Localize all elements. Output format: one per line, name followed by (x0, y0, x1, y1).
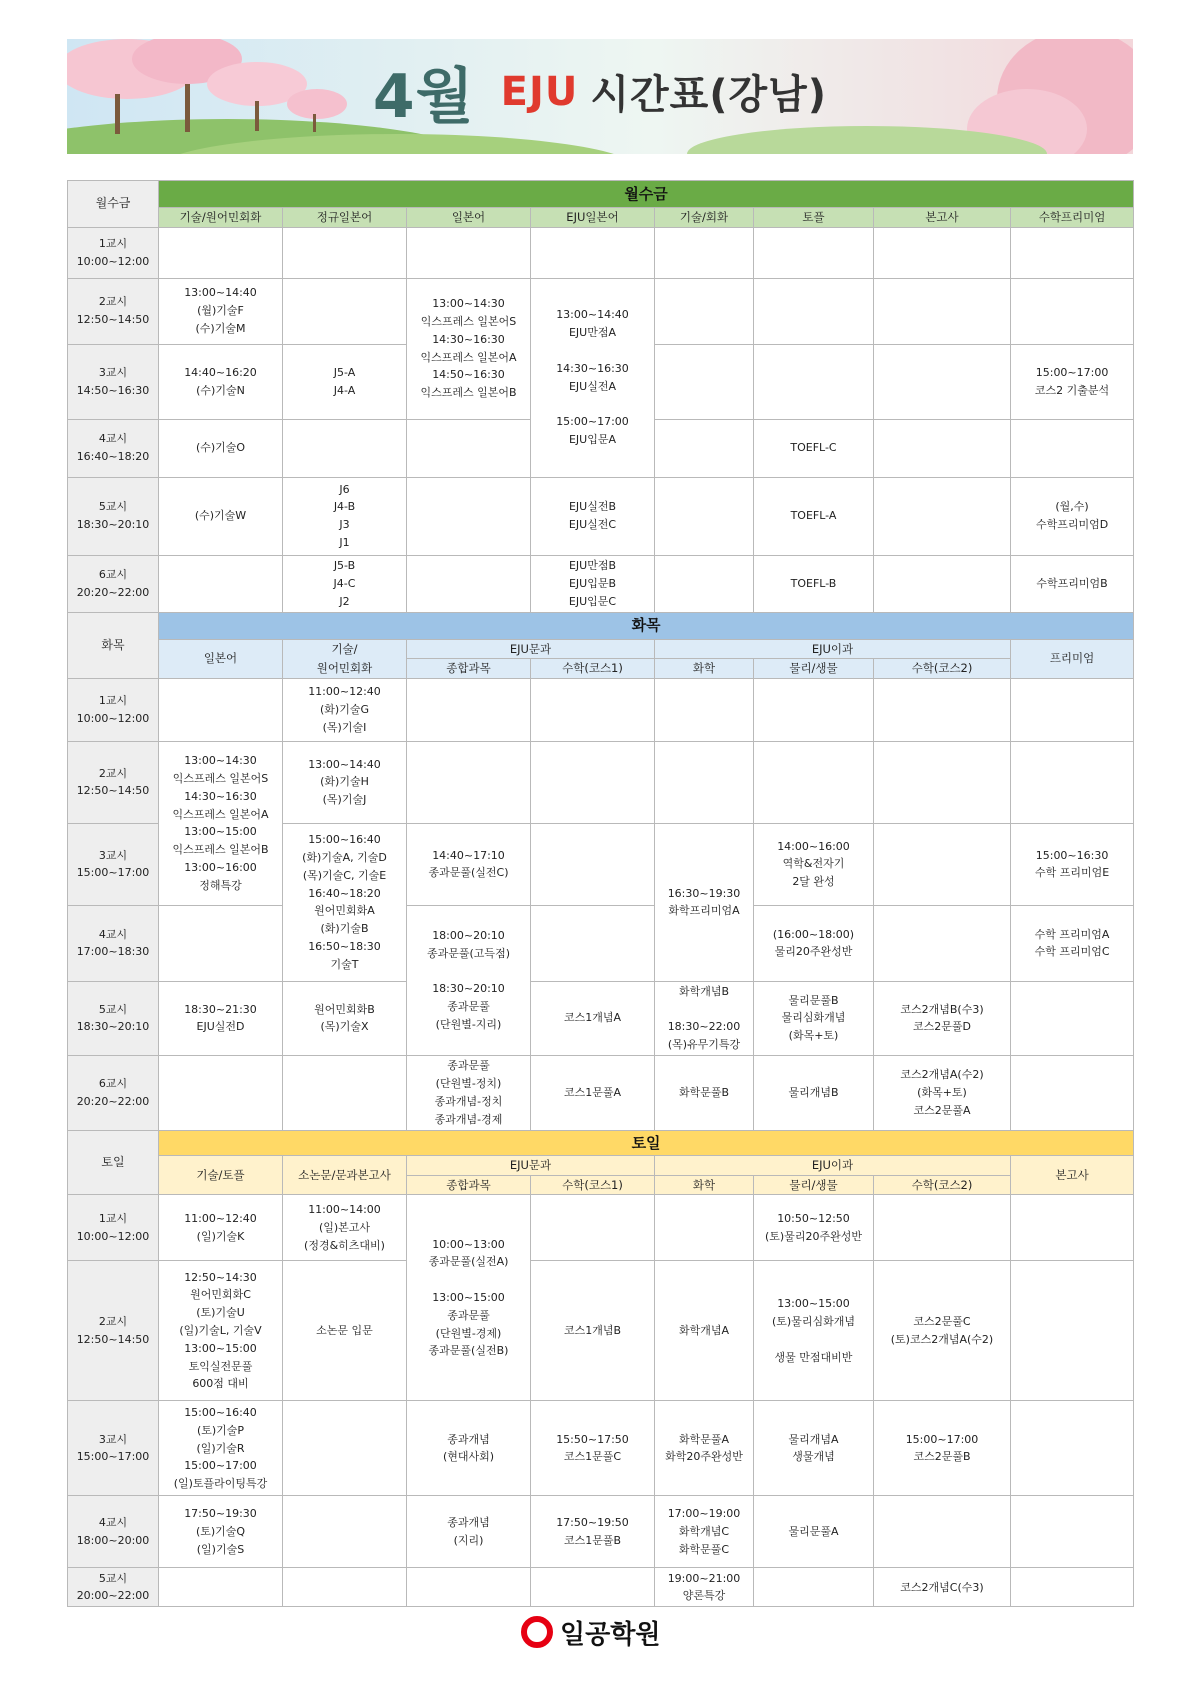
period-label: 2교시 12:50~14:50 (68, 278, 159, 344)
class-cell: TOEFL-A (754, 477, 874, 555)
tt-label: 화목 (68, 612, 159, 678)
class-cell: 10:50~12:50 (토)물리20주완성반 (754, 1195, 874, 1261)
class-cell (874, 419, 1011, 477)
col-header: 일본어 (159, 639, 283, 678)
class-cell: 15:00~17:00 코스2 기출분석 (1011, 344, 1134, 419)
period-label: 4교시 18:00~20:00 (68, 1496, 159, 1568)
class-cell (754, 227, 874, 278)
col-header: 수학(코스1) (531, 659, 655, 679)
class-cell (874, 555, 1011, 612)
class-cell: 19:00~21:00 양론특강 (655, 1568, 754, 1607)
class-cell: 14:40~16:20 (수)기술N (159, 344, 283, 419)
class-cell (531, 1195, 655, 1261)
col-header: 수학(코스1) (531, 1175, 655, 1195)
class-cell: 17:50~19:30 (토)기술Q (일)기술S (159, 1496, 283, 1568)
weekend-period-4 (68, 1496, 1134, 1568)
tt-period-2 (68, 741, 1134, 823)
class-cell: TOEFL-C (754, 419, 874, 477)
class-cell (754, 741, 874, 823)
class-cell: 물리개념B (754, 1055, 874, 1130)
class-cell: 12:50~14:30 원어민회화C (토)기술U (일)기술L, 기술V 13:00~15:00 토익실전문풀 600점 대비 (159, 1261, 283, 1401)
banner-title (67, 39, 1133, 144)
class-cell: 코스2개념A(수2) (화목+토) 코스2문풀A (874, 1055, 1011, 1130)
tt-band: 화목 (159, 612, 1134, 639)
class-cell: 종과개념 (현대사회) (407, 1401, 531, 1496)
class-cell (874, 741, 1011, 823)
period-label: 3교시 15:00~17:00 (68, 823, 159, 905)
col-header: 종합과목 (407, 659, 531, 679)
class-cell (283, 1496, 407, 1568)
class-cell: 화학개념B 18:30~22:00 (목)유무기특강 (655, 981, 754, 1055)
class-cell (874, 905, 1011, 981)
class-cell (874, 1195, 1011, 1261)
class-cell: 코스1개념B (531, 1261, 655, 1401)
class-cell: 13:00~15:00 (토)물리심화개념 생물 만점대비반 (754, 1261, 874, 1401)
period-label: 5교시 18:30~20:10 (68, 477, 159, 555)
academy-logo (520, 1612, 690, 1652)
col-header: 물리/생물 (754, 1175, 874, 1195)
class-cell (531, 227, 655, 278)
class-cell: 11:00~12:40 (일)기술K (159, 1195, 283, 1261)
class-cell: 13:00~14:40 (월)기술F (수)기술M (159, 278, 283, 344)
class-cell: 13:00~14:30 익스프레스 일본어S 14:30~16:30 익스프레스 일본어A 13:00~15:00 익스프레스 일본어B 13:00~16:00 정해특강 (159, 741, 283, 905)
col-header: 프리미엄 (1011, 639, 1134, 678)
mwf-period-1 (68, 227, 1134, 278)
class-cell (1011, 1261, 1134, 1401)
class-cell (531, 823, 655, 905)
class-cell (407, 477, 531, 555)
period-label: 4교시 16:40~18:20 (68, 419, 159, 477)
period-label: 2교시 12:50~14:50 (68, 1261, 159, 1401)
col-header: 본고사 (874, 208, 1011, 228)
class-cell (754, 1568, 874, 1607)
class-cell (283, 1401, 407, 1496)
weekend-period-3 (68, 1401, 1134, 1496)
col-header: EJU일본어 (531, 208, 655, 228)
class-cell (531, 1568, 655, 1607)
class-cell: 소논문 입문 (283, 1261, 407, 1401)
class-cell: J5-A J4-A (283, 344, 407, 419)
col-header: EJU이과 (655, 1156, 1011, 1176)
class-cell: 13:00~14:40 EJU만점A 14:30~16:30 EJU실전A 15:00~17:00 EJU입문A (531, 278, 655, 477)
logo-text: 일공학원 (560, 1619, 661, 1650)
class-cell (874, 1496, 1011, 1568)
class-cell: 13:00~14:40 (화)기술H (목)기술J (283, 741, 407, 823)
weekend-label: 토일 (68, 1130, 159, 1195)
col-header: 기술/ 원어민회화 (283, 639, 407, 678)
class-cell: J5-B J4-C J2 (283, 555, 407, 612)
banner-subtitle: 시간표(강남) (590, 72, 828, 118)
period-label: 4교시 17:00~18:30 (68, 905, 159, 981)
col-header: 본고사 (1011, 1156, 1134, 1195)
tt-band-row (68, 612, 1134, 639)
class-cell (1011, 1401, 1134, 1496)
class-cell (407, 678, 531, 741)
period-label: 1교시 10:00~12:00 (68, 227, 159, 278)
class-cell (754, 344, 874, 419)
class-cell (874, 227, 1011, 278)
class-cell: (수)기술O (159, 419, 283, 477)
class-cell: 15:00~16:40 (토)기술P (일)기술R 15:00~17:00 (일)토플라이팅특강 (159, 1401, 283, 1496)
class-cell: 화학문풀B (655, 1055, 754, 1130)
class-cell (531, 678, 655, 741)
col-header: 수학(코스2) (874, 659, 1011, 679)
class-cell (655, 477, 754, 555)
mwf-period-6 (68, 555, 1134, 612)
class-cell (159, 678, 283, 741)
col-header: EJU이과 (655, 639, 1011, 659)
tt-period-1 (68, 678, 1134, 741)
period-label: 2교시 12:50~14:50 (68, 741, 159, 823)
class-cell (655, 1195, 754, 1261)
period-label: 1교시 10:00~12:00 (68, 1195, 159, 1261)
class-cell: 물리문풀A (754, 1496, 874, 1568)
class-cell: 물리개념A 생물개념 (754, 1401, 874, 1496)
class-cell: EJU만점B EJU입문B EJU입문C (531, 555, 655, 612)
class-cell (754, 278, 874, 344)
class-cell (407, 741, 531, 823)
class-cell (874, 477, 1011, 555)
class-cell (655, 278, 754, 344)
period-label: 6교시 20:20~22:00 (68, 555, 159, 612)
col-header: 종합과목 (407, 1175, 531, 1195)
col-header: 일본어 (407, 208, 531, 228)
col-header: 소논문/문과본고사 (283, 1156, 407, 1195)
class-cell (874, 678, 1011, 741)
class-cell (283, 1568, 407, 1607)
class-cell: 15:00~16:30 수학 프리미엄E (1011, 823, 1134, 905)
tt-period-6 (68, 1055, 1134, 1130)
class-cell (407, 1568, 531, 1607)
mwf-header-row (68, 208, 1134, 228)
class-cell (1011, 419, 1134, 477)
class-cell (655, 555, 754, 612)
class-cell: 15:00~16:40 (화)기술A, 기술D (목)기술C, 기술E 16:40~18:20 원어민회화A (화)기술B 16:50~18:30 기술T (283, 823, 407, 981)
class-cell (1011, 1568, 1134, 1607)
class-cell (655, 678, 754, 741)
class-cell: (수)기술W (159, 477, 283, 555)
class-cell: 17:50~19:50 코스1문풀B (531, 1496, 655, 1568)
weekend-band: 토일 (159, 1130, 1134, 1155)
weekend-header-row-1 (68, 1156, 1134, 1176)
class-cell (407, 227, 531, 278)
class-cell: 코스2개념C(수3) (874, 1568, 1011, 1607)
class-cell: 원어민회화B (목)기술X (283, 981, 407, 1055)
period-label: 1교시 10:00~12:00 (68, 678, 159, 741)
col-header: 기술/회화 (655, 208, 754, 228)
class-cell: J6 J4-B J3 J1 (283, 477, 407, 555)
class-cell: 코스1개념A (531, 981, 655, 1055)
class-cell: 종과개념 (지리) (407, 1496, 531, 1568)
class-cell (754, 678, 874, 741)
class-cell: 물리문풀B 물리심화개념 (화목+토) (754, 981, 874, 1055)
col-header: 기술/원어민회화 (159, 208, 283, 228)
title-banner (67, 39, 1133, 154)
col-header: 수학프리미엄 (1011, 208, 1134, 228)
col-header: 화학 (655, 1175, 754, 1195)
class-cell (1011, 1195, 1134, 1261)
class-cell (283, 227, 407, 278)
col-header: 수학(코스2) (874, 1175, 1011, 1195)
class-cell: 15:00~17:00 코스2문풀B (874, 1401, 1011, 1496)
class-cell: 17:00~19:00 화학개념C 화학문풀C (655, 1496, 754, 1568)
class-cell (1011, 678, 1134, 741)
class-cell (283, 1055, 407, 1130)
class-cell: 11:00~12:40 (화)기술G (목)기술I (283, 678, 407, 741)
weekend-band-row (68, 1130, 1134, 1155)
class-cell (1011, 227, 1134, 278)
weekend-period-1 (68, 1195, 1134, 1261)
class-cell: 수학 프리미엄A 수학 프리미엄C (1011, 905, 1134, 981)
mwf-band-row (68, 181, 1134, 208)
class-cell: 코스2개념B(수3) 코스2문풀D (874, 981, 1011, 1055)
mwf-label: 월수금 (68, 181, 159, 228)
col-header: 기술/토플 (159, 1156, 283, 1195)
period-label: 5교시 18:30~20:10 (68, 981, 159, 1055)
class-cell: 화학문풀A 화학20주완성반 (655, 1401, 754, 1496)
class-cell: 18:00~20:10 종과문풀(고득점) 18:30~20:10 종과문풀 (단원별-지리) (407, 905, 531, 1055)
class-cell: 14:40~17:10 종과문풀(실전C) (407, 823, 531, 905)
class-cell (1011, 1496, 1134, 1568)
class-cell (1011, 981, 1134, 1055)
mwf-period-2 (68, 278, 1134, 344)
col-header: EJU문과 (407, 1156, 655, 1176)
tt-header-row-1 (68, 639, 1134, 659)
class-cell (874, 344, 1011, 419)
class-cell (1011, 1055, 1134, 1130)
class-cell: 14:00~16:00 역학&전자기 2달 완성 (754, 823, 874, 905)
class-cell: 16:30~19:30 화학프리미엄A (655, 823, 754, 981)
period-label: 5교시 20:00~22:00 (68, 1568, 159, 1607)
class-cell (283, 419, 407, 477)
class-cell: 수학프리미엄B (1011, 555, 1134, 612)
weekend-period-2 (68, 1261, 1134, 1401)
mwf-band: 월수금 (159, 181, 1134, 208)
class-cell (159, 905, 283, 981)
class-cell: 10:00~13:00 종과문풀(실전A) 13:00~15:00 종과문풀 (단원별-경제) 종과문풀(실전B) (407, 1195, 531, 1401)
class-cell (159, 1568, 283, 1607)
col-header: 화학 (655, 659, 754, 679)
class-cell (283, 278, 407, 344)
col-header: EJU문과 (407, 639, 655, 659)
class-cell (407, 555, 531, 612)
class-cell: 18:30~21:30 EJU실전D (159, 981, 283, 1055)
weekend-period-5 (68, 1568, 1134, 1607)
banner-eju: EJU (500, 68, 579, 115)
class-cell (1011, 741, 1134, 823)
mwf-period-5 (68, 477, 1134, 555)
class-cell: TOEFL-B (754, 555, 874, 612)
class-cell: 15:50~17:50 코스1문풀C (531, 1401, 655, 1496)
class-cell (874, 823, 1011, 905)
class-cell: (월,수) 수학프리미엄D (1011, 477, 1134, 555)
col-header: 정규일본어 (283, 208, 407, 228)
tt-period-5 (68, 981, 1134, 1055)
class-cell (1011, 278, 1134, 344)
class-cell (159, 555, 283, 612)
class-cell (159, 227, 283, 278)
timetable (67, 180, 1134, 1607)
class-cell (655, 419, 754, 477)
class-cell: 종과문풀 (단원별-정치) 종과개념-정치 종과개념-경제 (407, 1055, 531, 1130)
class-cell (159, 1055, 283, 1130)
class-cell (531, 741, 655, 823)
col-header: 물리/생물 (754, 659, 874, 679)
class-cell: 코스1문풀A (531, 1055, 655, 1130)
class-cell (407, 419, 531, 477)
period-label: 6교시 20:20~22:00 (68, 1055, 159, 1130)
tt-period-4 (68, 905, 1134, 981)
class-cell: 화학개념A (655, 1261, 754, 1401)
class-cell (531, 905, 655, 981)
ring-logo-icon (520, 1615, 554, 1649)
class-cell: (16:00~18:00) 물리20주완성반 (754, 905, 874, 981)
col-header: 토플 (754, 208, 874, 228)
banner-month: 4월 (372, 61, 475, 132)
class-cell (874, 278, 1011, 344)
class-cell: 13:00~14:30 익스프레스 일본어S 14:30~16:30 익스프레스 일본어A 14:50~16:30 익스프레스 일본어B (407, 278, 531, 419)
class-cell: 11:00~14:00 (일)본고사 (정경&히츠대비) (283, 1195, 407, 1261)
period-label: 3교시 14:50~16:30 (68, 344, 159, 419)
period-label: 3교시 15:00~17:00 (68, 1401, 159, 1496)
class-cell (655, 741, 754, 823)
class-cell (655, 344, 754, 419)
class-cell: EJU실전B EJU실전C (531, 477, 655, 555)
class-cell (655, 227, 754, 278)
class-cell: 코스2문풀C (토)코스2개념A(수2) (874, 1261, 1011, 1401)
